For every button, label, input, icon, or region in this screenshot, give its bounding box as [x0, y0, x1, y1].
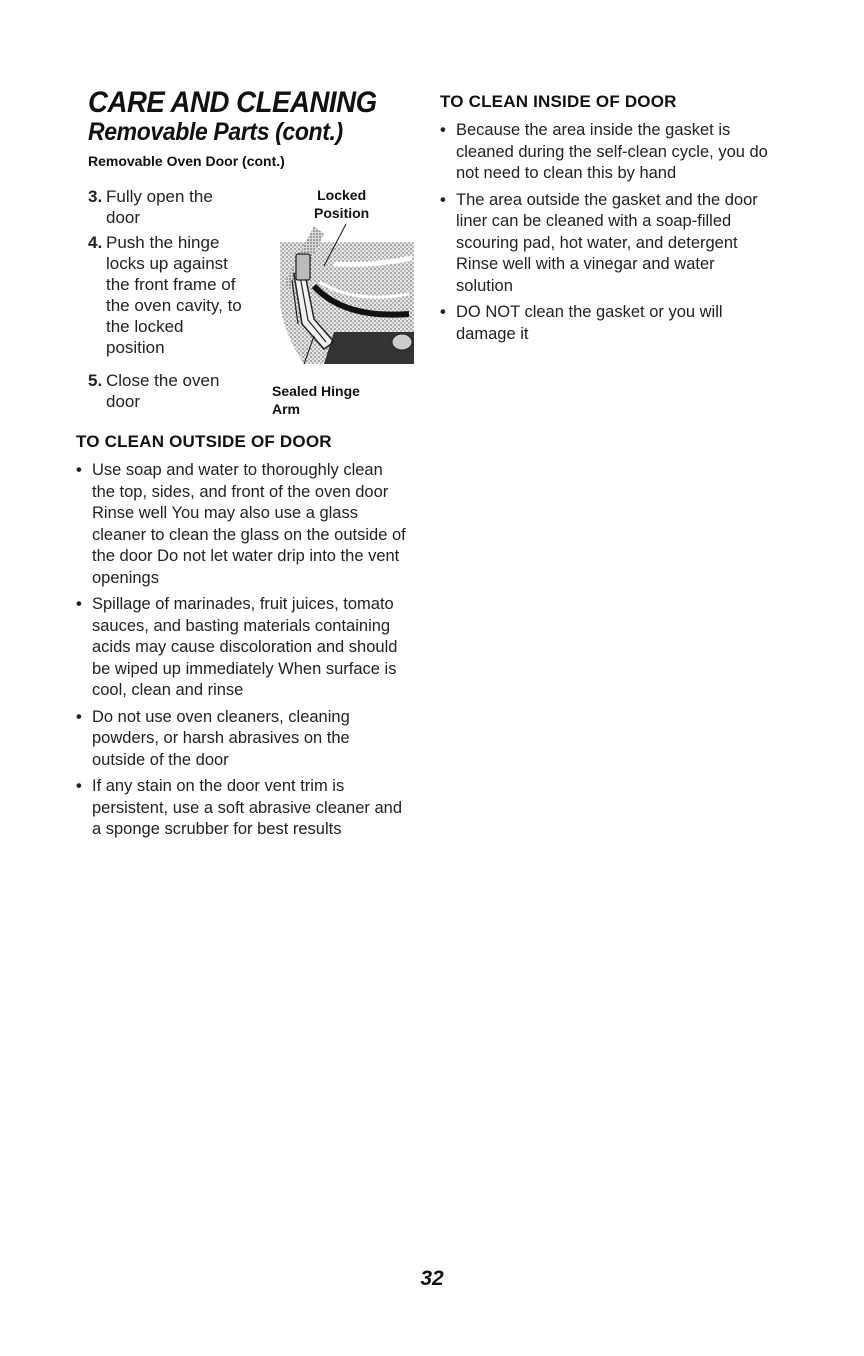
step-text: Fully open the door [106, 187, 213, 227]
step-number: 5. [88, 371, 103, 390]
hinge-lock-illustration [274, 224, 414, 364]
sealed-hinge-arm-label: Sealed Hinge Arm [272, 383, 360, 417]
list-item: • Because the area inside the gasket is cleaned during the self-clean cycle, you do not need to clean this by hand [440, 120, 775, 185]
step-text: Push the hinge locks up against the front frame of the oven cavity, to the locked position [106, 233, 242, 357]
list-item: • Spillage of marinades, fruit juices, tomato sauces, and basting materials containing acids may cause discoloration and should be wiped up immediately When surface is cool, clean and rinse [76, 594, 406, 702]
page-subtitle: Removable Parts (cont.) [88, 118, 343, 146]
step-number: 4. [88, 233, 103, 252]
section-label: Removable Oven Door (cont.) [88, 153, 285, 169]
list-item: • If any stain on the door vent trim is persistent, use a soft abrasive cleaner and a sponge scrubber for best results [76, 776, 406, 841]
inside-door-list [440, 120, 775, 350]
locked-position-label: Locked Position [314, 187, 370, 221]
inside-door-heading: TO CLEAN INSIDE OF DOOR [440, 92, 677, 111]
list-item: • The area outside the gasket and the door liner can be cleaned with a soap-filled scouring pad, hot water, and detergent Rinse well with a vinegar and water solution [440, 190, 775, 298]
list-item: • Use soap and water to thoroughly clean the top, sides, and front of the oven door Rinse well You may also use a glass cleaner to clean the glass on the outside of the door Do not let water drip into the vent openings [76, 460, 406, 589]
outside-door-list [76, 460, 406, 846]
page-title: CARE AND CLEANING [88, 86, 377, 119]
list-item: • Do not use oven cleaners, cleaning powders, or harsh abrasives on the outside of the door [76, 707, 406, 772]
step-number: 3. [88, 187, 103, 206]
outside-door-heading: TO CLEAN OUTSIDE OF DOOR [76, 432, 332, 451]
list-item: • DO NOT clean the gasket or you will damage it [440, 302, 775, 345]
step-text: Close the oven door [106, 371, 220, 411]
page-number: 32 [420, 1267, 444, 1290]
